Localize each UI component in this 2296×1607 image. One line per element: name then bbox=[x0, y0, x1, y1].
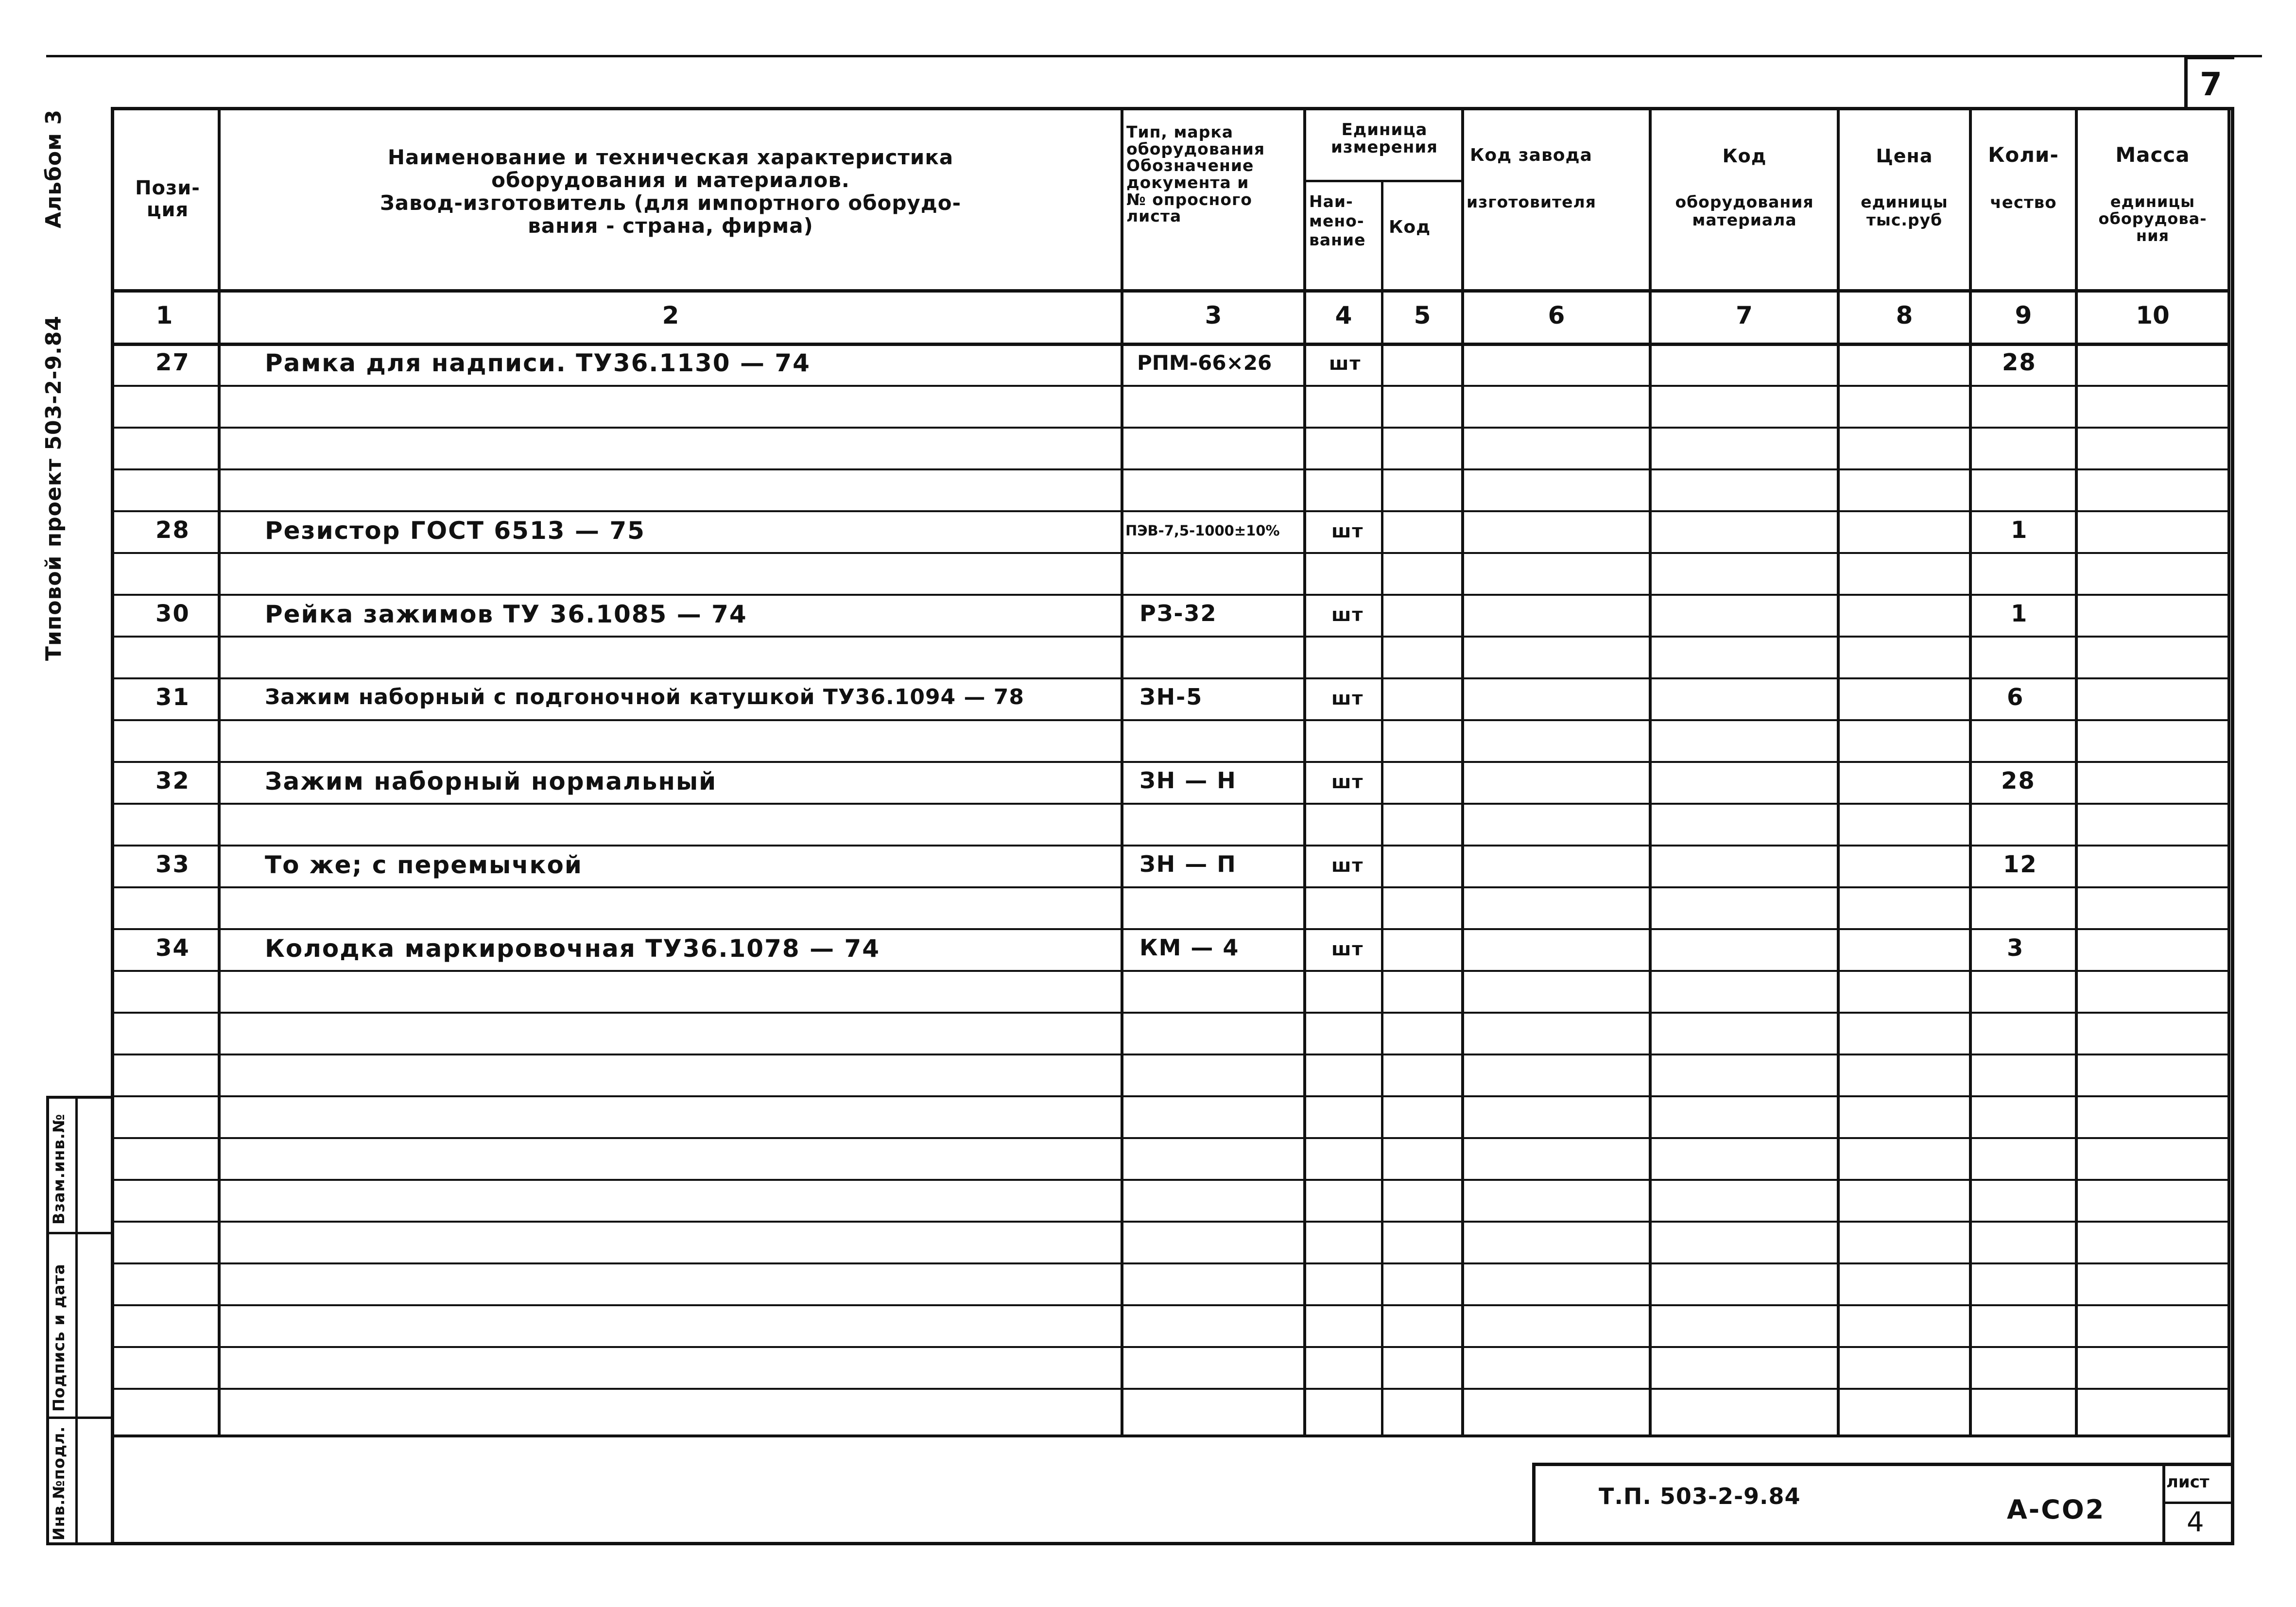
column-number: 10 bbox=[2136, 301, 2170, 329]
row-line bbox=[111, 970, 2230, 972]
row-line bbox=[111, 1304, 2230, 1306]
row-name: Резистор ГОСТ 6513 — 75 bbox=[265, 517, 645, 545]
row-line bbox=[111, 594, 2230, 596]
title-block-sheet-divider bbox=[2162, 1463, 2165, 1545]
row-type: ЗН — П bbox=[1139, 851, 1237, 877]
left-stamp-divider bbox=[75, 1096, 78, 1545]
header-price-top: Цена bbox=[1876, 145, 1933, 167]
row-position: 32 bbox=[155, 767, 190, 795]
column-number: 4 bbox=[1335, 301, 1352, 329]
column-number: 3 bbox=[1205, 301, 1222, 329]
column-number: 2 bbox=[662, 301, 679, 329]
header-unit-name: Наи- мено- вание bbox=[1309, 192, 1366, 250]
header-qty-bottom: чество bbox=[1990, 193, 2057, 212]
row-unit: шт bbox=[1331, 855, 1364, 876]
header-qty-top: Коли- bbox=[1988, 143, 2059, 167]
row-line bbox=[111, 803, 2230, 805]
row-position: 33 bbox=[155, 851, 190, 878]
row-line bbox=[111, 427, 2230, 429]
row-line bbox=[111, 1262, 2230, 1264]
header-mass-top: Масса bbox=[2115, 143, 2190, 167]
row-unit: шт bbox=[1329, 353, 1362, 374]
row-type: РЗ-32 bbox=[1139, 600, 1217, 626]
header-bottom-line bbox=[111, 289, 2230, 293]
row-line bbox=[111, 1346, 2230, 1348]
header-name: Наименование и техническая характеристика оборудования и материалов. Завод-изготовитель (для импортного оборудо- вания - страна, фирма) bbox=[380, 145, 962, 238]
row-line bbox=[111, 928, 2230, 930]
column-number: 6 bbox=[1548, 301, 1565, 329]
header-position: Пози- ция bbox=[135, 177, 200, 221]
top-trim-line bbox=[46, 55, 2262, 57]
row-line bbox=[111, 1054, 2230, 1055]
header-type: Тип, марка оборудования Обозначение документа и № опросного листа bbox=[1126, 122, 1265, 226]
row-qty: 28 bbox=[2001, 767, 2036, 795]
row-name: Рейка зажимов ТУ 36.1085 — 74 bbox=[265, 600, 747, 628]
row-line bbox=[111, 719, 2230, 721]
col-line-4 bbox=[1381, 180, 1383, 1436]
header-price-bottom: единицы тыс.руб bbox=[1861, 192, 1948, 229]
row-line bbox=[111, 468, 2230, 470]
row-position: 31 bbox=[155, 684, 190, 711]
album-caption: Альбом 3 bbox=[41, 109, 66, 228]
row-name: То же; с перемычкой bbox=[265, 851, 583, 879]
row-type: РПМ-66×26 bbox=[1137, 351, 1272, 375]
row-position: 34 bbox=[155, 934, 190, 962]
row-unit: шт bbox=[1331, 688, 1364, 709]
row-type: ЗН-5 bbox=[1139, 684, 1203, 710]
stamp-vzam-label: Взам.инв.№ bbox=[50, 1113, 68, 1225]
row-line bbox=[111, 677, 2230, 679]
row-line bbox=[111, 1012, 2230, 1014]
project-caption: Типовой проект 503-2-9.84 bbox=[41, 315, 66, 661]
title-block-doc-code: Т.П. 503-2-9.84 bbox=[1599, 1483, 1801, 1509]
row-qty: 12 bbox=[2003, 851, 2037, 878]
row-qty: 6 bbox=[2007, 684, 2024, 711]
row-line bbox=[111, 845, 2230, 847]
stamp-sign-label: Подпись и дата bbox=[50, 1263, 68, 1412]
row-position: 28 bbox=[155, 517, 190, 544]
row-qty: 3 bbox=[2007, 934, 2024, 962]
row-line bbox=[111, 1179, 2230, 1181]
row-line bbox=[111, 510, 2230, 512]
row-line bbox=[111, 1095, 2230, 1097]
column-number: 8 bbox=[1896, 301, 1913, 329]
column-number: 9 bbox=[2015, 301, 2032, 329]
title-block-sheet-number: 4 bbox=[2187, 1506, 2205, 1538]
left-stamp-sep-1 bbox=[46, 1232, 111, 1234]
column-number: 1 bbox=[155, 301, 173, 329]
row-unit: шт bbox=[1331, 604, 1364, 625]
header-equip-code-top: Код bbox=[1722, 145, 1767, 167]
row-name: Колодка маркировочная ТУ36.1078 — 74 bbox=[265, 934, 880, 963]
row-line bbox=[111, 385, 2230, 387]
title-block-sheet-label: лист bbox=[2166, 1472, 2210, 1492]
row-position: 30 bbox=[155, 600, 190, 627]
title-block-sheet-underline bbox=[2162, 1502, 2234, 1504]
left-stamp-sep-2 bbox=[46, 1417, 111, 1419]
row-name: Рамка для надписи. ТУ36.1130 — 74 bbox=[265, 349, 811, 377]
row-type: ПЭВ-7,5-1000±10% bbox=[1125, 522, 1280, 539]
sheet-corner-number: 7 bbox=[2184, 56, 2234, 109]
row-position: 27 bbox=[155, 349, 190, 376]
row-line bbox=[111, 1388, 2230, 1390]
header-unit-code: Код bbox=[1389, 217, 1431, 237]
title-block-sheet-mark: А-СО2 bbox=[2007, 1494, 2106, 1525]
header-plant-code-top: Код завода bbox=[1470, 145, 1592, 165]
row-line bbox=[111, 1137, 2230, 1139]
table-bottom-line bbox=[111, 1434, 2230, 1437]
col-line-10 bbox=[2227, 107, 2230, 1436]
row-unit: шт bbox=[1331, 771, 1364, 793]
column-number: 7 bbox=[1736, 301, 1753, 329]
header-mass-bottom: единицы оборудова- ния bbox=[2098, 192, 2207, 245]
row-name: Зажим наборный нормальный bbox=[265, 767, 717, 795]
row-line bbox=[111, 636, 2230, 638]
row-qty: 28 bbox=[2002, 349, 2037, 376]
row-line bbox=[111, 552, 2230, 554]
colnum-bottom-line bbox=[111, 343, 2230, 346]
row-line bbox=[111, 886, 2230, 888]
unit-group-underline bbox=[1303, 180, 1464, 182]
row-qty: 1 bbox=[2011, 517, 2028, 544]
stamp-inv-label: Инв.№подл. bbox=[50, 1426, 68, 1540]
row-line bbox=[111, 761, 2230, 763]
row-line bbox=[111, 1221, 2230, 1223]
row-type: ЗН — Н bbox=[1139, 767, 1237, 794]
row-name: Зажим наборный с подгоночной катушкой ТУ36.1094 — 78 bbox=[265, 685, 1025, 709]
header-plant-code-bottom: изготовителя bbox=[1467, 192, 1596, 211]
column-number: 5 bbox=[1414, 301, 1431, 329]
header-unit-group: Единица измерения bbox=[1331, 120, 1438, 157]
header-equip-code-bottom: оборудования материала bbox=[1675, 192, 1814, 229]
row-unit: шт bbox=[1331, 520, 1364, 542]
row-type: КМ — 4 bbox=[1139, 934, 1240, 961]
row-unit: шт bbox=[1331, 938, 1364, 960]
row-qty: 1 bbox=[2011, 600, 2028, 627]
